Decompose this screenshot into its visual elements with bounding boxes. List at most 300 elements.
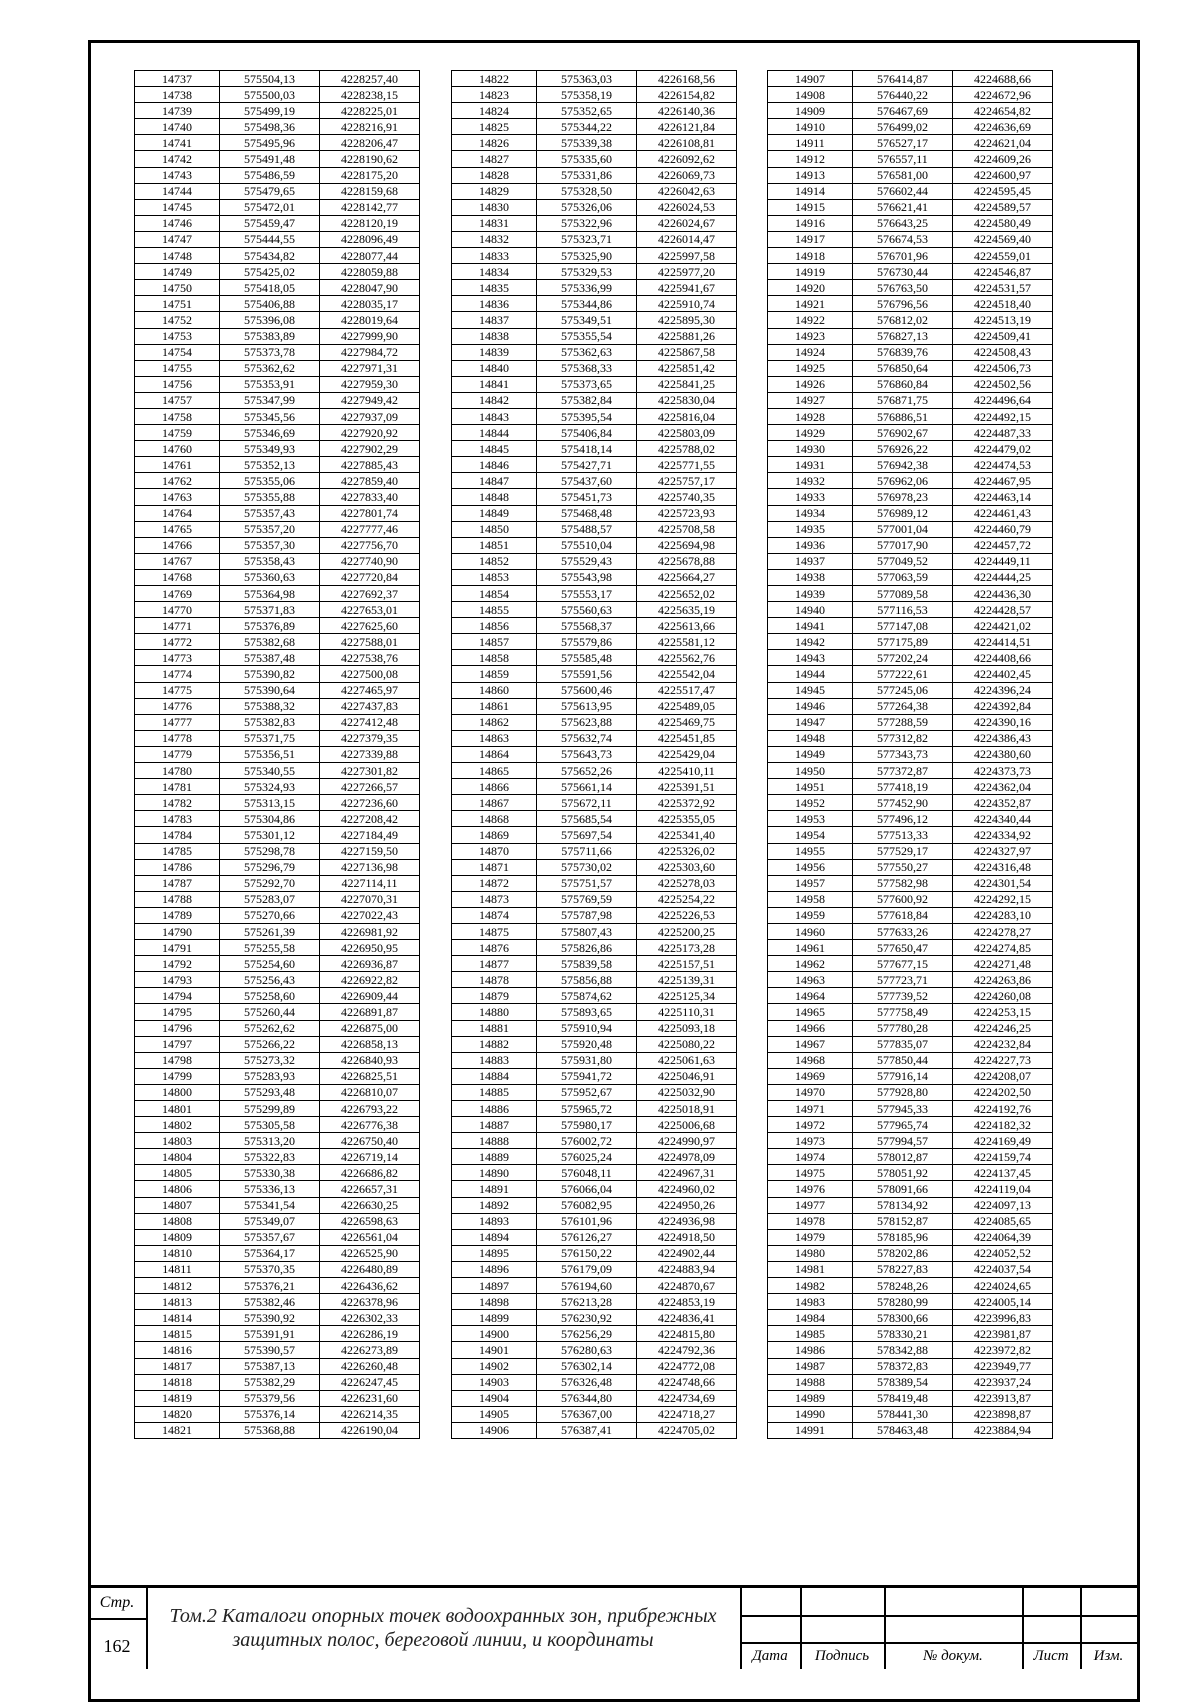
y-coordinate: 4226286,19 <box>320 1326 420 1342</box>
x-coordinate: 575313,20 <box>220 1133 320 1149</box>
point-number: 14943 <box>768 650 853 666</box>
table-row <box>452 811 737 827</box>
y-coordinate: 4228035,17 <box>320 296 420 312</box>
x-coordinate: 575273,32 <box>220 1052 320 1068</box>
x-coordinate: 575388,32 <box>220 698 320 714</box>
point-number: 14861 <box>452 698 537 714</box>
table-row <box>452 296 737 312</box>
table-row <box>768 1052 1053 1068</box>
table-row <box>135 1004 420 1020</box>
y-coordinate: 4224734,69 <box>637 1390 737 1406</box>
x-coordinate: 575322,83 <box>220 1149 320 1165</box>
x-coordinate: 575643,73 <box>537 746 637 762</box>
x-coordinate: 576302,14 <box>537 1358 637 1374</box>
y-coordinate: 4225254,22 <box>637 891 737 907</box>
y-coordinate: 4224792,36 <box>637 1342 737 1358</box>
y-coordinate: 4224506,73 <box>953 360 1053 376</box>
y-coordinate: 4226750,40 <box>320 1133 420 1149</box>
point-number: 14768 <box>135 569 220 585</box>
x-coordinate: 575390,92 <box>220 1310 320 1326</box>
y-coordinate: 4224246,25 <box>953 1020 1053 1036</box>
table-row <box>452 1101 737 1117</box>
y-coordinate: 4228206,47 <box>320 135 420 151</box>
point-number: 14989 <box>768 1390 853 1406</box>
point-number: 14817 <box>135 1358 220 1374</box>
point-number: 14917 <box>768 231 853 247</box>
table-row <box>135 746 420 762</box>
table-row <box>768 457 1053 473</box>
point-number: 14739 <box>135 103 220 119</box>
point-number: 14873 <box>452 891 537 907</box>
table-row <box>768 1165 1053 1181</box>
y-coordinate: 4227920,92 <box>320 425 420 441</box>
table-row <box>135 296 420 312</box>
y-coordinate: 4225355,05 <box>637 811 737 827</box>
table-row <box>768 1213 1053 1229</box>
point-number: 14933 <box>768 489 853 505</box>
point-number: 14875 <box>452 923 537 939</box>
y-coordinate: 4226480,89 <box>320 1261 420 1277</box>
y-coordinate: 4224460,79 <box>953 521 1053 537</box>
x-coordinate: 575652,26 <box>537 763 637 779</box>
table-row <box>135 714 420 730</box>
table-row <box>452 1358 737 1374</box>
y-coordinate: 4225093,18 <box>637 1020 737 1036</box>
y-coordinate: 4224159,74 <box>953 1149 1053 1165</box>
x-coordinate: 575357,20 <box>220 521 320 537</box>
x-coordinate: 576860,84 <box>853 376 953 392</box>
x-coordinate: 575370,35 <box>220 1261 320 1277</box>
table-row <box>768 183 1053 199</box>
point-number: 14900 <box>452 1326 537 1342</box>
x-coordinate: 577550,27 <box>853 859 953 875</box>
point-number: 14971 <box>768 1101 853 1117</box>
table-row <box>452 521 737 537</box>
x-coordinate: 575371,83 <box>220 602 320 618</box>
point-number: 14833 <box>452 248 537 264</box>
x-coordinate: 575751,57 <box>537 875 637 891</box>
x-coordinate: 575434,82 <box>220 248 320 264</box>
table-row <box>768 972 1053 988</box>
table-row <box>135 1197 420 1213</box>
y-coordinate: 4227208,42 <box>320 811 420 827</box>
x-coordinate: 575357,30 <box>220 537 320 553</box>
point-number: 14826 <box>452 135 537 151</box>
point-number: 14785 <box>135 843 220 859</box>
x-coordinate: 575560,63 <box>537 602 637 618</box>
x-coordinate: 575980,17 <box>537 1117 637 1133</box>
x-coordinate: 575711,66 <box>537 843 637 859</box>
y-coordinate: 4225841,25 <box>637 376 737 392</box>
point-number: 14778 <box>135 730 220 746</box>
y-coordinate: 4224232,84 <box>953 1036 1053 1052</box>
y-coordinate: 4225757,17 <box>637 473 737 489</box>
y-coordinate: 4223898,87 <box>953 1406 1053 1422</box>
point-number: 14772 <box>135 634 220 650</box>
table-row <box>452 360 737 376</box>
point-number: 14769 <box>135 586 220 602</box>
point-number: 14841 <box>452 376 537 392</box>
table-row <box>452 473 737 489</box>
point-number: 14830 <box>452 199 537 215</box>
x-coordinate: 575437,60 <box>537 473 637 489</box>
table-row <box>452 376 737 392</box>
point-number: 14758 <box>135 408 220 424</box>
point-number: 14924 <box>768 344 853 360</box>
document-title-line-2: защитных полос, береговой линии, и координаты <box>232 1629 654 1651</box>
y-coordinate: 4226909,44 <box>320 988 420 1004</box>
point-number: 14819 <box>135 1390 220 1406</box>
y-coordinate: 4227949,42 <box>320 392 420 408</box>
table-row <box>452 682 737 698</box>
x-coordinate: 577513,33 <box>853 827 953 843</box>
y-coordinate: 4224301,54 <box>953 875 1053 891</box>
point-number: 14790 <box>135 923 220 939</box>
point-number: 14909 <box>768 103 853 119</box>
point-number: 14879 <box>452 988 537 1004</box>
x-coordinate: 575632,74 <box>537 730 637 746</box>
x-coordinate: 576730,44 <box>853 264 953 280</box>
x-coordinate: 576101,96 <box>537 1213 637 1229</box>
point-number: 14755 <box>135 360 220 376</box>
point-number: 14862 <box>452 714 537 730</box>
table-row <box>452 87 737 103</box>
y-coordinate: 4227500,08 <box>320 666 420 682</box>
table-row <box>768 1133 1053 1149</box>
point-number: 14757 <box>135 392 220 408</box>
y-coordinate: 4226247,45 <box>320 1374 420 1390</box>
table-row <box>135 1342 420 1358</box>
y-coordinate: 4224292,15 <box>953 891 1053 907</box>
table-row <box>452 666 737 682</box>
y-coordinate: 4224487,33 <box>953 425 1053 441</box>
y-coordinate: 4225061,63 <box>637 1052 737 1068</box>
table-row <box>452 215 737 231</box>
x-coordinate: 575486,59 <box>220 167 320 183</box>
table-row <box>135 988 420 1004</box>
x-coordinate: 576674,53 <box>853 231 953 247</box>
point-number: 14905 <box>452 1406 537 1422</box>
table-row <box>452 714 737 730</box>
point-number: 14966 <box>768 1020 853 1036</box>
y-coordinate: 4227777,46 <box>320 521 420 537</box>
x-coordinate: 577994,57 <box>853 1133 953 1149</box>
point-number: 14956 <box>768 859 853 875</box>
table-row <box>135 1278 420 1294</box>
x-coordinate: 576440,22 <box>853 87 953 103</box>
y-coordinate: 4224271,48 <box>953 956 1053 972</box>
table-row <box>452 441 737 457</box>
point-number: 14774 <box>135 666 220 682</box>
y-coordinate: 4223884,94 <box>953 1422 1053 1438</box>
point-number: 14978 <box>768 1213 853 1229</box>
y-coordinate: 4224334,92 <box>953 827 1053 843</box>
y-coordinate: 4228142,77 <box>320 199 420 215</box>
y-coordinate: 4224202,50 <box>953 1084 1053 1100</box>
table-row <box>768 1278 1053 1294</box>
x-coordinate: 576194,60 <box>537 1278 637 1294</box>
y-coordinate: 4224097,13 <box>953 1197 1053 1213</box>
table-row <box>452 1310 737 1326</box>
y-coordinate: 4224327,97 <box>953 843 1053 859</box>
x-coordinate: 575256,43 <box>220 972 320 988</box>
y-coordinate: 4224005,14 <box>953 1294 1053 1310</box>
y-coordinate: 4225740,35 <box>637 489 737 505</box>
y-coordinate: 4224182,32 <box>953 1117 1053 1133</box>
point-number: 14915 <box>768 199 853 215</box>
table-row <box>768 859 1053 875</box>
table-row <box>135 698 420 714</box>
table-row <box>452 1326 737 1342</box>
title-block-divider <box>88 1618 146 1620</box>
x-coordinate: 575255,58 <box>220 940 320 956</box>
x-coordinate: 578372,83 <box>853 1358 953 1374</box>
table-row <box>135 1068 420 1084</box>
x-coordinate: 575543,98 <box>537 569 637 585</box>
y-coordinate: 4224428,57 <box>953 602 1053 618</box>
table-row <box>135 553 420 569</box>
table-row <box>452 425 737 441</box>
y-coordinate: 4224853,19 <box>637 1294 737 1310</box>
x-coordinate: 577222,61 <box>853 666 953 682</box>
point-number: 14868 <box>452 811 537 827</box>
x-coordinate: 577780,28 <box>853 1020 953 1036</box>
point-number: 14807 <box>135 1197 220 1213</box>
table-row <box>768 988 1053 1004</box>
table-row <box>135 634 420 650</box>
x-coordinate: 575553,17 <box>537 586 637 602</box>
y-coordinate: 4226302,33 <box>320 1310 420 1326</box>
y-coordinate: 4224461,43 <box>953 505 1053 521</box>
point-number: 14746 <box>135 215 220 231</box>
point-number: 14839 <box>452 344 537 360</box>
y-coordinate: 4225542,04 <box>637 666 737 682</box>
point-number: 14888 <box>452 1133 537 1149</box>
point-number: 14849 <box>452 505 537 521</box>
x-coordinate: 577202,24 <box>853 650 953 666</box>
x-coordinate: 575373,78 <box>220 344 320 360</box>
x-coordinate: 575262,62 <box>220 1020 320 1036</box>
y-coordinate: 4226378,96 <box>320 1294 420 1310</box>
table-row <box>768 1020 1053 1036</box>
y-coordinate: 4228238,15 <box>320 87 420 103</box>
table-row <box>135 763 420 779</box>
y-coordinate: 4224260,08 <box>953 988 1053 1004</box>
x-coordinate: 575254,60 <box>220 956 320 972</box>
y-coordinate: 4226950,95 <box>320 940 420 956</box>
table-row <box>135 650 420 666</box>
point-number: 14783 <box>135 811 220 827</box>
point-number: 14892 <box>452 1197 537 1213</box>
x-coordinate: 575425,02 <box>220 264 320 280</box>
table-row <box>768 1422 1053 1438</box>
x-coordinate: 575331,86 <box>537 167 637 183</box>
y-coordinate: 4224340,44 <box>953 811 1053 827</box>
point-number: 14761 <box>135 457 220 473</box>
table-row <box>452 1390 737 1406</box>
point-number: 14852 <box>452 553 537 569</box>
y-coordinate: 4224688,66 <box>953 71 1053 87</box>
point-number: 14930 <box>768 441 853 457</box>
y-coordinate: 4224559,01 <box>953 248 1053 264</box>
table-row <box>135 956 420 972</box>
point-number: 14938 <box>768 569 853 585</box>
table-row <box>452 1149 737 1165</box>
point-number: 14813 <box>135 1294 220 1310</box>
y-coordinate: 4227070,31 <box>320 891 420 907</box>
table-row <box>452 859 737 875</box>
point-number: 14864 <box>452 746 537 762</box>
x-coordinate: 576942,38 <box>853 457 953 473</box>
x-coordinate: 575323,71 <box>537 231 637 247</box>
y-coordinate: 4224408,66 <box>953 650 1053 666</box>
point-number: 14853 <box>452 569 537 585</box>
table-row <box>135 376 420 392</box>
y-coordinate: 4224263,86 <box>953 972 1053 988</box>
point-number: 14955 <box>768 843 853 859</box>
x-coordinate: 576326,48 <box>537 1374 637 1390</box>
x-coordinate: 577264,38 <box>853 698 953 714</box>
table-row <box>768 328 1053 344</box>
x-coordinate: 575357,67 <box>220 1229 320 1245</box>
point-number: 14824 <box>452 103 537 119</box>
point-number: 14897 <box>452 1278 537 1294</box>
y-coordinate: 4227984,72 <box>320 344 420 360</box>
point-number: 14928 <box>768 408 853 424</box>
table-row <box>768 940 1053 956</box>
y-coordinate: 4227301,82 <box>320 763 420 779</box>
y-coordinate: 4225694,98 <box>637 537 737 553</box>
table-row <box>135 602 420 618</box>
point-number: 14871 <box>452 859 537 875</box>
point-number: 14744 <box>135 183 220 199</box>
y-coordinate: 4227184,49 <box>320 827 420 843</box>
table-row <box>135 891 420 907</box>
y-coordinate: 4227625,60 <box>320 618 420 634</box>
x-coordinate: 575418,14 <box>537 441 637 457</box>
y-coordinate: 4226154,82 <box>637 87 737 103</box>
table-row <box>452 1278 737 1294</box>
table-row <box>135 682 420 698</box>
point-number: 14782 <box>135 795 220 811</box>
y-coordinate: 4225517,47 <box>637 682 737 698</box>
table-row <box>452 392 737 408</box>
y-coordinate: 4224513,19 <box>953 312 1053 328</box>
point-number: 14910 <box>768 119 853 135</box>
x-coordinate: 578463,48 <box>853 1422 953 1438</box>
y-coordinate: 4224444,25 <box>953 569 1053 585</box>
x-coordinate: 576179,09 <box>537 1261 637 1277</box>
table-row <box>135 940 420 956</box>
x-coordinate: 575468,48 <box>537 505 637 521</box>
x-coordinate: 577758,49 <box>853 1004 953 1020</box>
x-coordinate: 575807,43 <box>537 923 637 939</box>
x-coordinate: 575579,86 <box>537 634 637 650</box>
y-coordinate: 4226981,92 <box>320 923 420 939</box>
table-row <box>135 441 420 457</box>
table-row <box>135 392 420 408</box>
table-row <box>135 811 420 827</box>
table-row <box>768 135 1053 151</box>
point-number: 14925 <box>768 360 853 376</box>
table-row <box>135 1261 420 1277</box>
y-coordinate: 4225613,66 <box>637 618 737 634</box>
table-row <box>768 698 1053 714</box>
y-coordinate: 4227740,90 <box>320 553 420 569</box>
table-row <box>135 1229 420 1245</box>
x-coordinate: 576978,23 <box>853 489 953 505</box>
x-coordinate: 575504,13 <box>220 71 320 87</box>
table-row <box>452 891 737 907</box>
y-coordinate: 4228059,88 <box>320 264 420 280</box>
x-coordinate: 575510,04 <box>537 537 637 553</box>
point-number: 14808 <box>135 1213 220 1229</box>
x-coordinate: 577633,26 <box>853 923 953 939</box>
x-coordinate: 575362,62 <box>220 360 320 376</box>
x-coordinate: 578330,21 <box>853 1326 953 1342</box>
table-row <box>768 1084 1053 1100</box>
x-coordinate: 577089,58 <box>853 586 953 602</box>
table-row <box>135 1181 420 1197</box>
y-coordinate: 4224362,04 <box>953 779 1053 795</box>
y-coordinate: 4226922,82 <box>320 972 420 988</box>
point-number: 14791 <box>135 940 220 956</box>
x-coordinate: 575488,57 <box>537 521 637 537</box>
table-row <box>135 1117 420 1133</box>
y-coordinate: 4227756,70 <box>320 537 420 553</box>
y-coordinate: 4226168,56 <box>637 71 737 87</box>
y-coordinate: 4225139,31 <box>637 972 737 988</box>
point-number: 14836 <box>452 296 537 312</box>
table-row <box>135 730 420 746</box>
table-row <box>135 521 420 537</box>
x-coordinate: 575299,89 <box>220 1101 320 1117</box>
point-number: 14899 <box>452 1310 537 1326</box>
x-coordinate: 575390,64 <box>220 682 320 698</box>
x-coordinate: 576467,69 <box>853 103 953 119</box>
point-number: 14932 <box>768 473 853 489</box>
x-coordinate: 575472,01 <box>220 199 320 215</box>
x-coordinate: 575459,47 <box>220 215 320 231</box>
y-coordinate: 4227379,35 <box>320 730 420 746</box>
point-number: 14801 <box>135 1101 220 1117</box>
y-coordinate: 4223913,87 <box>953 1390 1053 1406</box>
table-row <box>135 1020 420 1036</box>
point-number: 14952 <box>768 795 853 811</box>
table-row <box>768 1342 1053 1358</box>
point-number: 14822 <box>452 71 537 87</box>
table-row <box>135 795 420 811</box>
y-coordinate: 4226719,14 <box>320 1149 420 1165</box>
date-column-label: Дата <box>752 1648 788 1664</box>
point-number: 14792 <box>135 956 220 972</box>
table-row <box>768 746 1053 762</box>
x-coordinate: 575382,46 <box>220 1294 320 1310</box>
y-coordinate: 4228019,64 <box>320 312 420 328</box>
y-coordinate: 4225451,85 <box>637 730 737 746</box>
table-row <box>768 1261 1053 1277</box>
x-coordinate: 577049,52 <box>853 553 953 569</box>
table-row <box>452 537 737 553</box>
table-row <box>135 280 420 296</box>
x-coordinate: 576367,00 <box>537 1406 637 1422</box>
y-coordinate: 4225278,03 <box>637 875 737 891</box>
point-number: 14880 <box>452 1004 537 1020</box>
point-number: 14940 <box>768 602 853 618</box>
table-row <box>768 408 1053 424</box>
table-row <box>452 827 737 843</box>
table-row <box>135 1406 420 1422</box>
